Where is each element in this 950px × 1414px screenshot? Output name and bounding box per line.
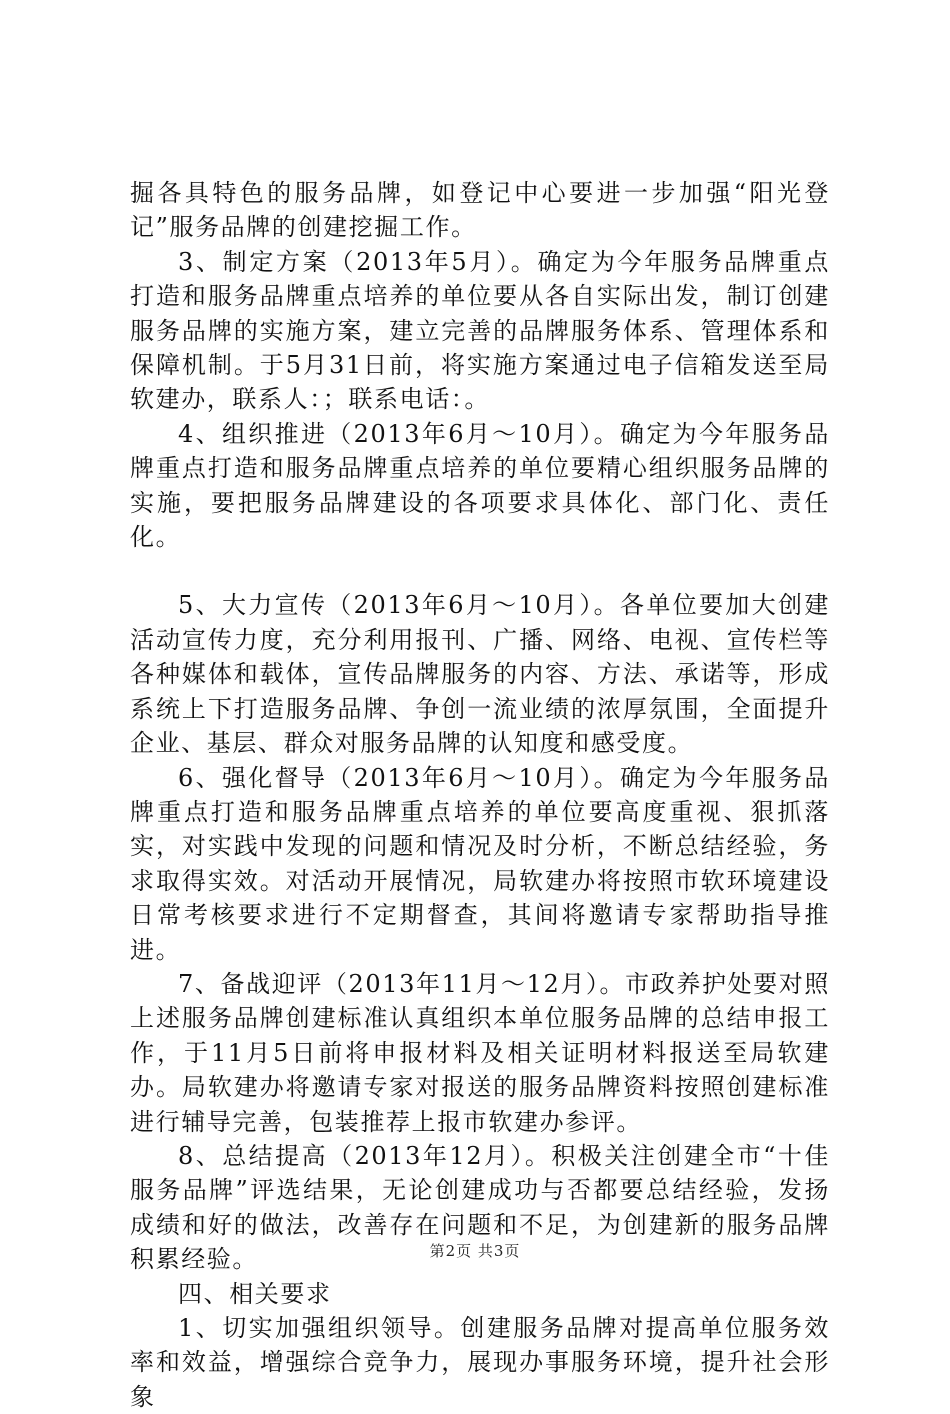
- paragraph-step-7-evaluation: 7、备战迎评（2013年11月～12月）。市政养护处要对照上述服务品牌创建标准认真组织本单位服务品牌的总结申报工作，于11月5日前将申报材料及相关证明材料报送至局软建办。局软建办将邀请专家对报送的服务品牌资料按照创建标准进行辅导完善，包装推荐上报市软建办参评。: [130, 969, 830, 1136]
- paragraph-step-5-publicize: 5、大力宣传（2013年6月～10月）。各单位要加大创建活动宣传力度，充分利用报刊、广播、网络、电视、宣传栏等各种媒体和载体，宣传品牌服务的内容、方法、承诺等，形成系统上下打造服务品牌、争创一流业绩的浓厚氛围，全面提升企业、基层、群众对服务品牌的认知度和感受度。: [130, 591, 830, 758]
- paragraph-requirement-1: 1、切实加强组织领导。创建服务品牌对提高单位服务效率和效益，增强综合竞争力，展现办事服务环境，提升社会形象: [130, 1314, 830, 1411]
- page-footer: 第2页 共3页: [429, 1242, 521, 1260]
- document-body: [130, 176, 830, 1414]
- paragraph-step-3-plan: 3、制定方案（2013年5月）。确定为今年服务品牌重点打造和服务品牌重点培养的单位要从各自实际出发，制订创建服务品牌的实施方案，建立完善的品牌服务体系、管理体系和保障机制。于5月31日前，将实施方案通过电子信箱发送至局软建办，联系人：；联系电话：。: [130, 247, 830, 414]
- paragraph-step-4-organize: 4、组织推进（2013年6月～10月）。确定为今年服务品牌重点打造和服务品牌重点培养的单位要精心组织服务品牌的实施，要把服务品牌建设的各项要求具体化、部门化、责任化。: [130, 419, 830, 552]
- paragraph-continuation: 掘各具特色的服务品牌，如登记中心要进一步加强“阳光登记”服务品牌的创建挖掘工作。: [130, 179, 830, 242]
- section-heading-requirements: 四、相关要求: [178, 1279, 332, 1308]
- paragraph-step-6-supervise: 6、强化督导（2013年6月～10月）。确定为今年服务品牌重点打造和服务品牌重点培养的单位要高度重视、狠抓落实，对实践中发现的问题和情况及时分析，不断总结经验，务求取得实效。对活动开展情况，局软建办将按照市软环境建设日常考核要求进行不定期督查，其间将邀请专家帮助指导推进。: [130, 763, 830, 964]
- paragraph-step-8-summary: 8、总结提高（2013年12月）。积极关注创建全市“十佳服务品牌”评选结果，无论创建成功与否都要总结经验，发扬成绩和好的做法，改善存在问题和不足，为创建新的服务品牌积累经验。: [130, 1141, 830, 1274]
